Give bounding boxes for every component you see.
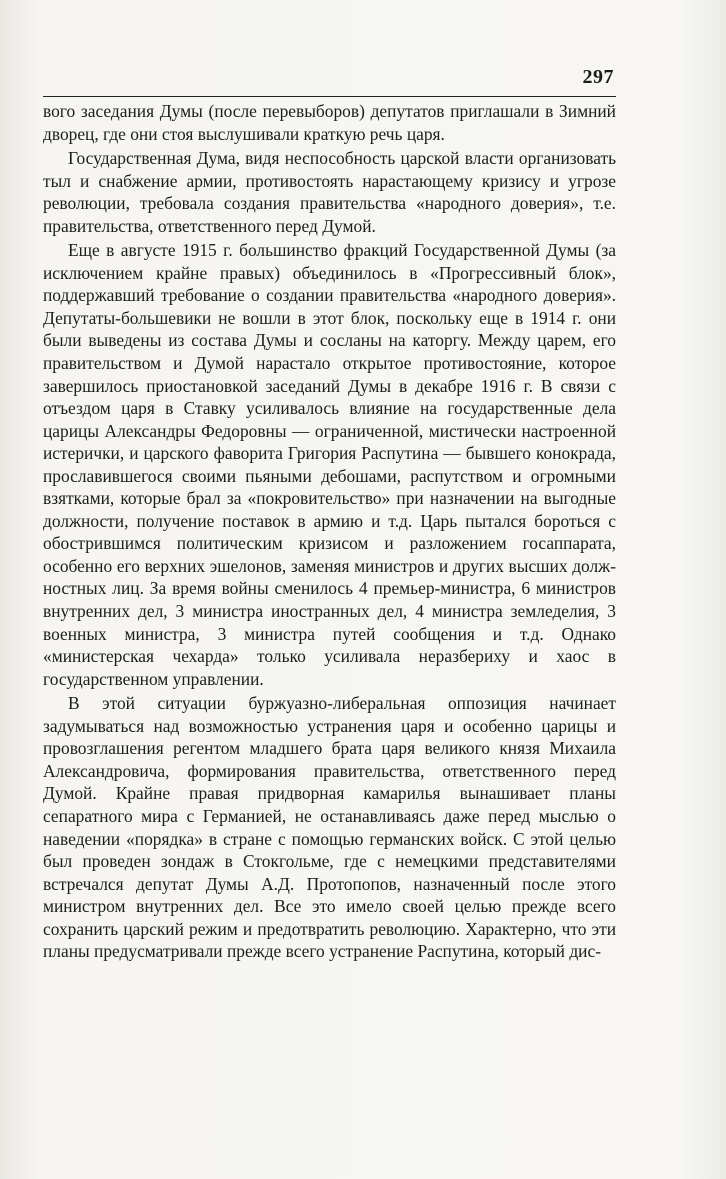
paragraph: Государственная Дума, видя неспособность царской власти организовать тыл и снабжение армии, противостоять нарастающему кризису и угрозе революции, требовала создания правительства «народного доверия», т.е. правительства, ответственного перед Думой. bbox=[43, 148, 616, 236]
paragraph: В этой ситуации буржуазно-либеральная оппозиция начинает задумываться над возможностью устранения царя и особенно царицы и провозглашения регентом младшего брата царя великого князя Михаила Александровича, формирования правительства, ответственного перед Думой. Крайне правая придворная камарилья вынашивает планы сепаратного мира с Германией, не останавливаясь даже перед мыслью о наведении «порядка» в стране с помощью германских войск. С этой целью был проведен зондаж в Стокгольме, где с немецкими представителями встречался депутат Думы А.Д. Протопопов, назначенный после этого министром внутренних дел. Все это имело своей целью прежде всего сохранить царский режим и предотвратить революцию. Характерно, что эти планы предусматривали прежде всего устранение Распутина, который дис- bbox=[43, 693, 616, 962]
paragraph: вого заседания Думы (после перевыборов) депутатов приглашали в Зимний дворец, где они стоя выслушивали краткую речь царя. bbox=[43, 101, 616, 144]
paragraph: Еще в августе 1915 г. большинство фракций Государственной Думы (за исключением крайне правых) объединилось в «Прогрессивный блок», поддержавший требование о создании правительства «народного доверия». Депутаты-большевики не вошли в этот блок, поскольку еще в 1914 г. они были выведены из состава Думы и сосланы на каторгу. Между царем, его правительством и Думой нарастало открытое противостояние, которое завершилось приостановкой заседаний Думы в декабре 1916 г. В связи с отъездом царя в Ставку усиливалось влияние на государственные дела царицы Александры Федоровны — ограниченной, мистически настроенной истерички, и царского фаворита Григория Распутина — бывшего конокрада, прославившегося своими пьяными дебошами, распутством и огромными взятками, которые брал за «покровительство» при назначении на выгодные должности, получение поставок в армию и т.д. Царь пытался бороться с обострившимся политическим кризисом и разложением госаппарата, особенно его верхних эшелонов, заменяя министров и других высших должностных лиц. За время войны сменилось 4 премьер-министра, 6 министров внутренних дел, 3 министра иностранных дел, 4 министра земледелия, 3 военных министра, 3 министра путей сообщения и т.д. Однако «министерская чехарда» только усиливала неразбериху и хаос в государственном управлении. bbox=[43, 240, 616, 689]
page-header bbox=[43, 66, 616, 97]
page-number: 297 bbox=[582, 66, 614, 88]
body-text bbox=[43, 100, 616, 963]
